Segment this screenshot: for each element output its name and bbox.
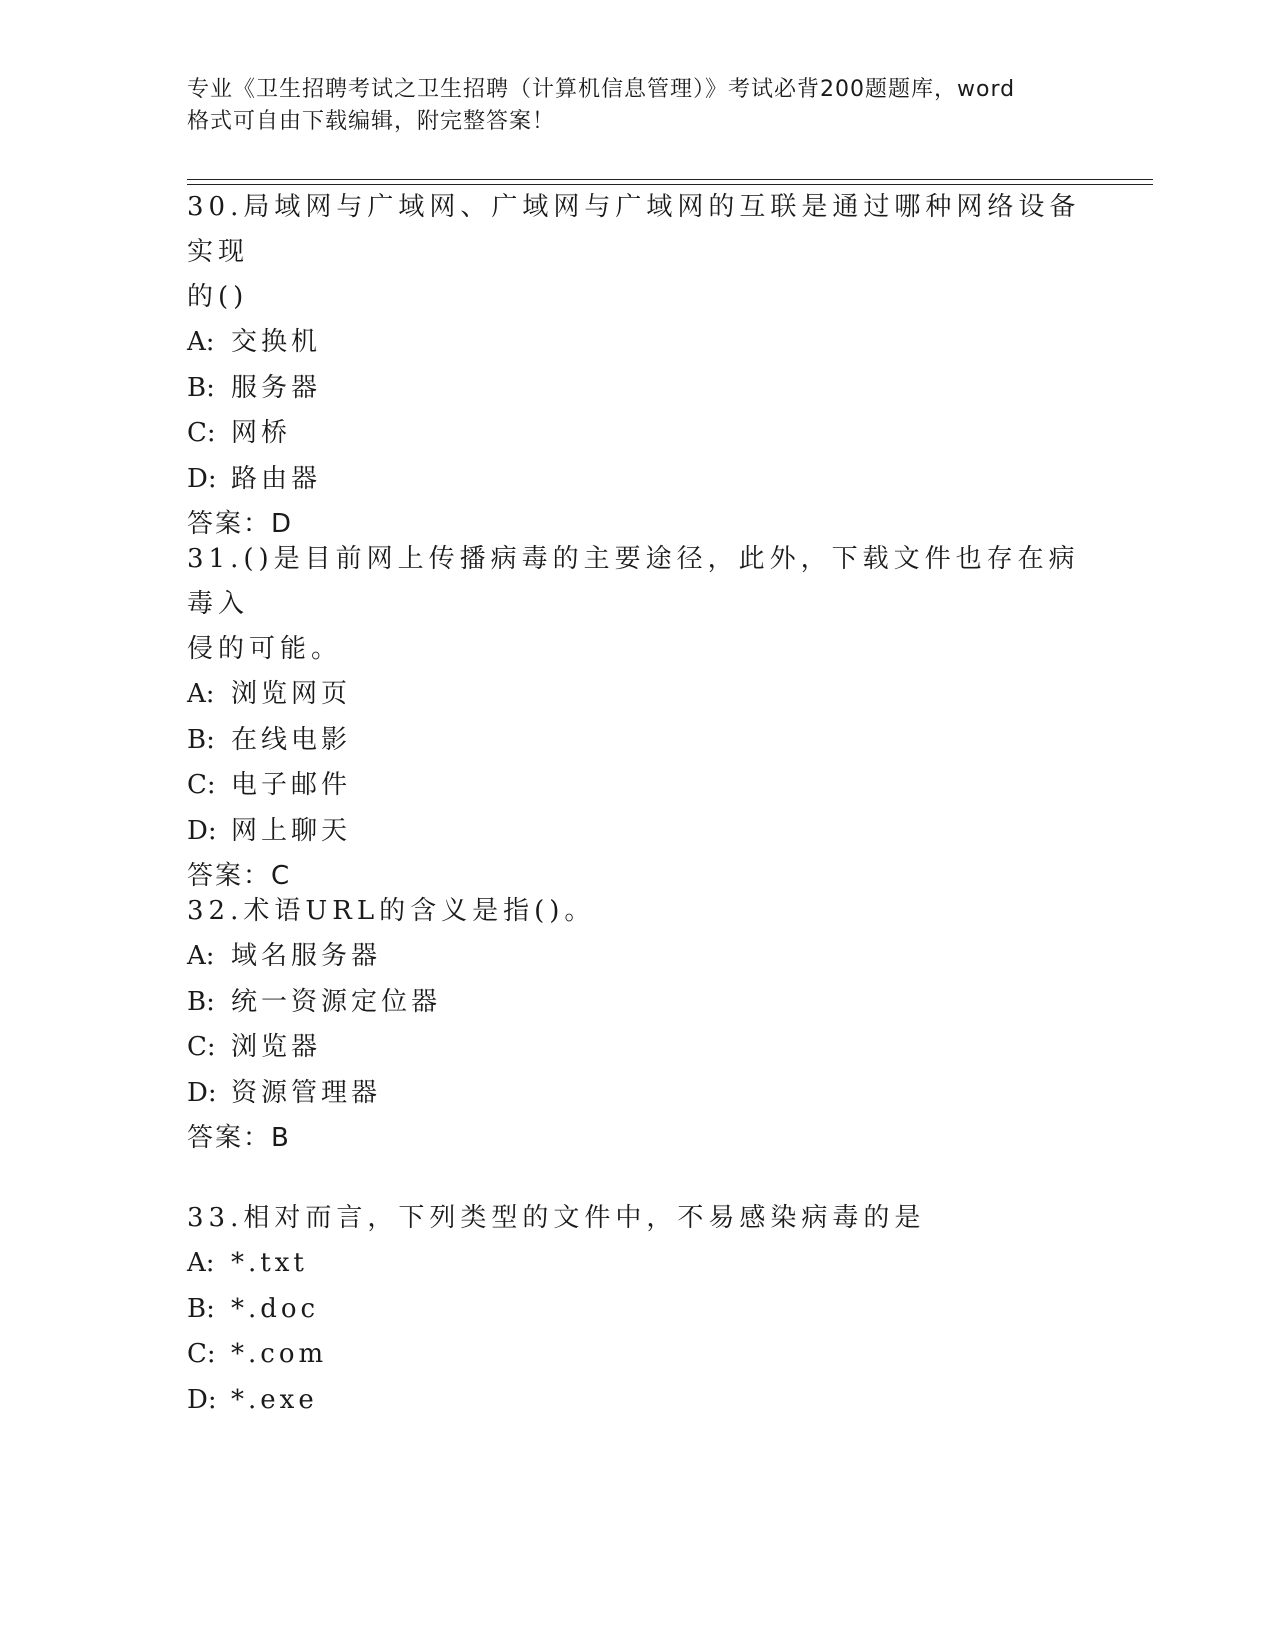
option-a xyxy=(187,320,1087,366)
option-text: 网桥 xyxy=(231,418,292,448)
option-text: 浏览网页 xyxy=(231,679,352,709)
question-title-line: 33.相对而言，下列类型的文件中，不易感染病毒的是 xyxy=(187,1203,926,1233)
document-header xyxy=(187,74,1087,138)
option-c xyxy=(187,1332,1087,1378)
option-text: *.com xyxy=(231,1339,328,1369)
option-key: A: xyxy=(187,679,215,709)
option-b xyxy=(187,1287,1087,1333)
question-block xyxy=(187,1196,1087,1423)
option-a xyxy=(187,672,1087,718)
option-text: 路由器 xyxy=(231,463,322,494)
option-b xyxy=(187,980,1087,1026)
option-text: 网上聊天 xyxy=(231,815,352,846)
option-text: 统一资源定位器 xyxy=(231,986,442,1017)
option-c xyxy=(187,411,1087,457)
option-key: A: xyxy=(187,327,215,357)
option-key: D: xyxy=(187,463,217,494)
question-title-line: 32.术语URL的含义是指()。 xyxy=(187,896,596,926)
question-block xyxy=(187,537,1087,900)
question-title-line: 31.()是目前网上传播病毒的主要途径，此外，下载文件也存在病毒入 xyxy=(187,544,1080,619)
option-key: C: xyxy=(187,770,216,800)
option-text: 交换机 xyxy=(231,327,322,357)
option-key: D: xyxy=(187,1384,217,1415)
answer-line: 答案：C xyxy=(187,861,292,891)
option-key: B: xyxy=(187,1293,215,1324)
option-text: 在线电影 xyxy=(231,724,352,755)
option-d xyxy=(187,809,1087,855)
option-key: D: xyxy=(187,815,217,846)
option-text: 域名服务器 xyxy=(231,941,382,971)
option-c xyxy=(187,763,1087,809)
option-key: A: xyxy=(187,1248,215,1278)
option-text: 浏览器 xyxy=(231,1032,322,1062)
question-block xyxy=(187,889,1087,1162)
option-d xyxy=(187,1071,1087,1117)
option-key: B: xyxy=(187,724,215,755)
option-d xyxy=(187,1378,1087,1424)
option-key: B: xyxy=(187,986,215,1017)
header-line-2: 格式可自由下载编辑，附完整答案！ xyxy=(187,109,556,134)
option-a xyxy=(187,934,1087,980)
option-key: C: xyxy=(187,1032,216,1062)
option-key: B: xyxy=(187,372,215,403)
option-a xyxy=(187,1241,1087,1287)
option-b xyxy=(187,366,1087,412)
answer-line: 答案：B xyxy=(187,1123,291,1153)
option-b xyxy=(187,718,1087,764)
question-title-line: 30.局域网与广域网、广域网与广域网的互联是通过哪种网络设备实现 xyxy=(187,192,1081,267)
option-text: *.exe xyxy=(231,1384,318,1415)
option-text: 资源管理器 xyxy=(231,1077,382,1108)
question-title-line: 侵的可能。 xyxy=(187,634,343,664)
header-divider-top xyxy=(187,179,1153,180)
option-text: *.doc xyxy=(231,1293,320,1324)
option-d xyxy=(187,457,1087,503)
option-key: C: xyxy=(187,1339,216,1369)
option-key: C: xyxy=(187,418,216,448)
option-text: 电子邮件 xyxy=(231,770,352,800)
option-key: A: xyxy=(187,941,215,971)
option-text: 服务器 xyxy=(231,372,322,403)
header-line-1: 专业《卫生招聘考试之卫生招聘（计算机信息管理）》考试必背200题题库，word xyxy=(187,77,1016,102)
option-c xyxy=(187,1025,1087,1071)
question-block xyxy=(187,185,1087,548)
option-text: *.txt xyxy=(231,1248,308,1278)
option-key: D: xyxy=(187,1077,217,1108)
question-title-line: 的() xyxy=(187,282,249,312)
answer-line: 答案：D xyxy=(187,509,294,539)
